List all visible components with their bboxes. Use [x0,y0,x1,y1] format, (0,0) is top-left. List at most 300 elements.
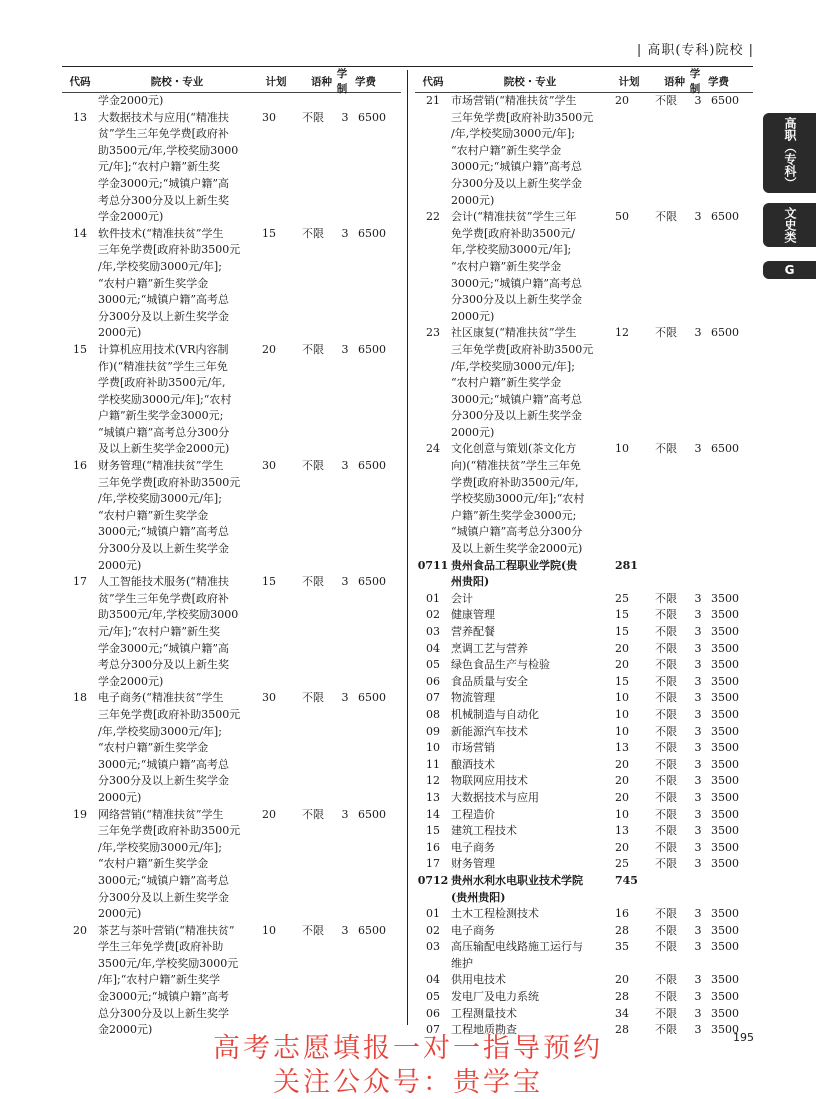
row-years: 3 [694,741,702,755]
row-name-line: 年,学校奖励3000元/年]; [451,243,572,257]
row-code: 22 [426,210,440,224]
row-name-line: 贵州水利水电职业技术学院 [451,873,583,887]
row-name [451,690,609,707]
row-name-line: 2000元) [98,790,142,804]
row-name [451,972,609,989]
row-plan: 20 [615,94,629,107]
row-code: 01 [426,907,440,921]
row-name-line: 大数据技术与应用(“精准扶 [98,110,229,124]
row-lang: 不限 [302,691,324,705]
row-name-line: 学金2000元) [98,674,164,688]
row-years: 3 [694,790,702,804]
row-name-line: 软件技术(“精准扶贫”学生 [98,226,224,240]
row-name-line: 土木工程检测技术 [451,907,539,921]
row-fee: 3500 [711,940,739,954]
row-name-line: “农村户籍”新生奖学金 [98,276,209,290]
row-name-line: 人工智能技术服务(“精准扶 [98,575,229,589]
row-code: 02 [426,923,440,937]
row-name-line: 分300分及以上新生奖学金 [98,309,229,323]
row-plan: 10 [615,442,629,456]
header-code: 代码 [69,75,91,88]
side-tab-liberal-arts[interactable] [763,203,816,247]
row-name-line: 学金3000元;“城镇户籍”高 [98,641,229,655]
header-name: 院校・专业 [150,75,204,88]
row-plan: 13 [615,741,629,755]
row-plan: 10 [615,807,629,821]
row-name-line: 金3000元;“城镇户籍”高考 [98,990,229,1004]
row-plan: 30 [262,691,276,705]
row-years [691,558,705,591]
row-years: 3 [694,625,702,638]
table-header-left [62,70,401,93]
row-name-line: /年,学校奖励3000元/年]; [98,840,222,854]
row-name [451,641,609,658]
column-divider [407,70,408,1025]
row-name [451,325,609,441]
row-years: 3 [341,110,349,124]
row-years: 3 [694,691,702,705]
row-name-line: /年,学校奖励3000元/年]; [98,724,222,738]
row-plan: 20 [615,757,629,771]
row-name-line: 分300分及以上新生奖学金 [98,542,229,556]
row-fee: 3500 [711,824,739,838]
row-name-line: 助3500元/年,学校奖励3000 [98,143,239,157]
row-lang: 不限 [655,857,677,871]
row-name-line: 及以上新生奖学金2000元) [98,442,230,456]
row-name-line: 新能源汽车技术 [451,724,528,738]
row-plan: 20 [615,641,629,655]
header-plan: 计划 [618,75,640,88]
table-row [415,209,753,325]
row-name-line: /年,学校奖励3000元/年]; [98,259,222,273]
row-fee: 3500 [711,790,739,804]
row-code: 21 [426,94,440,107]
row-name [451,209,609,325]
row-name [451,873,609,906]
row-name-line: 网络营销(“精准扶贫”学生 [98,807,224,821]
row-lang: 不限 [655,1006,677,1020]
row-fee: 3500 [711,724,739,738]
row-plan: 15 [615,674,629,688]
row-name-line: 元/年];“农村户籍”新生奖 [98,625,220,638]
row-code: 16 [73,459,87,473]
row-name-line: 分300分及以上新生奖学金 [451,176,582,190]
row-years: 3 [694,840,702,854]
row-name [98,458,256,574]
table-row [62,574,401,690]
row-years: 3 [694,724,702,738]
row-name [451,674,609,691]
row-plan: 10 [615,724,629,738]
row-name [451,923,609,940]
row-name-line: 食品质量与安全 [451,674,528,688]
row-plan: 10 [615,707,629,721]
watermark-line-2: 关注公众号：贵学宝 [273,1067,543,1098]
row-lang: 不限 [655,973,677,987]
row-code: 14 [73,226,87,240]
table-row [415,325,753,441]
row-code: 04 [426,973,440,987]
table-row [415,657,753,674]
row-name-line: 3500元/年,学校奖励3000元 [98,956,239,970]
row-name-line: 三年免学费[政府补助3500元 [98,707,241,721]
table-row [62,226,401,342]
row-plan: 15 [262,575,276,589]
row-plan: 281 [615,558,638,572]
table-row [415,989,753,1006]
row-name-line: 分300分及以上新生奖学金 [98,890,229,904]
row-name-line: 物联网应用技术 [451,774,528,788]
row-name-line: 贵州食品工程职业学院(贵 [451,558,578,572]
table-row [415,972,753,989]
row-fee: 3500 [711,741,739,755]
table-row [415,1006,753,1023]
row-name-line: 工程造价 [451,807,495,821]
row-code: 11 [426,757,440,771]
row-years: 3 [694,824,702,838]
row-lang: 不限 [302,110,324,124]
table-row [415,607,753,624]
row-name-line: 考总分300分及以上新生奖 [98,193,229,207]
row-name-line: 3000元;“城镇户籍”高考总 [98,757,229,771]
row-fee: 6500 [711,442,739,456]
header-years: 学制 [689,68,701,95]
row-plan: 12 [615,326,629,340]
row-name-line: 营养配餐 [451,625,495,638]
row-years: 3 [694,990,702,1004]
row-lang: 不限 [655,741,677,755]
row-name [451,441,609,557]
row-code: 16 [426,840,440,854]
school-row [415,558,753,591]
row-name [451,757,609,774]
row-code: 02 [426,608,440,622]
row-name-line: 州贵阳) [451,575,490,589]
row-lang [655,873,691,906]
school-row [415,873,753,906]
row-fee: 3500 [711,973,739,987]
row-fee: 3500 [711,807,739,821]
row-code: 24 [426,442,440,456]
row-name-line: 3000元;“城镇户籍”高考总 [451,276,582,290]
row-name-line: /年,学校奖励3000元/年]; [451,127,575,141]
row-lang: 不限 [655,940,677,954]
row-code: 13 [73,110,87,124]
table-row [415,690,753,707]
table-row [415,856,753,873]
row-code: 05 [426,658,440,672]
row-code: 03 [426,625,440,638]
row-fee: 3500 [711,1023,739,1037]
row-name-line: 2000元) [451,425,495,439]
table-header-right [415,70,753,93]
row-years: 3 [694,641,702,655]
row-plan: 745 [615,873,638,887]
row-lang: 不限 [655,923,677,937]
row-plan: 20 [615,973,629,987]
row-fee: 3500 [711,658,739,672]
row-lang: 不限 [655,442,677,456]
row-name-line: 元/年];“农村户籍”新生奖 [98,160,220,174]
row-lang: 不限 [655,907,677,921]
row-name-line: /年,学校奖励3000元/年]; [451,359,575,373]
row-plan: 50 [615,210,629,224]
row-code: 0711 [417,558,449,572]
row-plan: 16 [615,907,629,921]
row-plan: 30 [262,459,276,473]
row-years: 3 [694,1006,702,1020]
row-name-line: 2000元) [451,309,495,323]
row-years: 3 [694,326,702,340]
row-name [451,93,609,209]
side-tab-g-label: G [784,262,795,277]
row-plan: 20 [262,342,276,356]
table-row [415,93,753,209]
row-years: 3 [341,691,349,705]
row-fee: 6500 [358,575,386,589]
table-row [415,906,753,923]
row-plan: 30 [262,110,276,124]
row-name-line: 会计 [451,591,473,605]
row-years: 3 [694,707,702,721]
row-name-line: 工程测量技术 [451,1006,517,1020]
row-fee: 6500 [358,459,386,473]
row-name [451,591,609,608]
side-tab-vocational[interactable] [763,113,816,193]
row-name-line: “农村户籍”新生奖学金 [451,259,562,273]
row-lang: 不限 [655,608,677,622]
row-name-line: 3000元;“城镇户籍”高考总 [451,392,582,406]
table-row [62,342,401,458]
row-code: 06 [426,674,440,688]
row-name-line: 分300分及以上新生奖学金 [451,293,582,307]
row-name-line: 三年免学费[政府补助3500元 [98,824,241,838]
row-name-line: 电子商务(“精准扶贫”学生 [98,691,224,705]
row-name-line: 3000元;“城镇户籍”高考总 [98,525,229,539]
row-name-line: 学校奖励3000元/年];“农村 [451,492,585,506]
row-lang: 不限 [302,459,324,473]
row-plan: 20 [615,774,629,788]
row-name-line: 作)(“精准扶贫”学生三年免 [98,359,228,373]
header-fee: 学费 [355,75,376,88]
row-lang: 不限 [655,790,677,804]
row-plan [256,93,302,110]
row-years: 3 [694,591,702,605]
row-fee: 3500 [711,923,739,937]
row-fee: 6500 [358,923,386,937]
row-name [451,790,609,807]
row-name-line: 2000元) [98,326,142,340]
row-name [98,342,256,458]
row-fee: 3500 [711,774,739,788]
table-row [62,923,401,1039]
row-name-line: “农村户籍”新生奖学金 [451,376,562,390]
table-row [415,591,753,608]
row-name-line: 供用电技术 [451,973,506,987]
row-plan: 35 [615,940,629,954]
row-years [691,873,705,906]
row-code: 0712 [417,873,449,887]
row-plan: 20 [615,658,629,672]
row-lang: 不限 [655,641,677,655]
row-code: 15 [426,824,440,838]
header-years: 学制 [336,68,348,95]
row-lang: 不限 [302,807,324,821]
row-name-line: 工程地质勘查 [451,1023,517,1037]
row-lang: 不限 [655,1023,677,1037]
row-name-line: 电子商务 [451,840,495,854]
row-code: 09 [426,724,440,738]
row-fee [705,873,751,906]
row-fee: 3500 [711,608,739,622]
row-plan: 20 [262,807,276,821]
page-number: 195 [733,1031,754,1044]
row-fee: 6500 [358,691,386,705]
row-fee: 6500 [358,226,386,240]
row-years: 3 [341,459,349,473]
row-code: 12 [426,774,440,788]
table-row [415,724,753,741]
row-fee [705,558,751,591]
header-plan: 计划 [265,75,287,88]
row-years: 3 [694,94,702,107]
row-name-line: 学生三年免学费[政府补助 [98,940,224,954]
row-name [451,856,609,873]
row-name [451,724,609,741]
left-column [62,70,401,1039]
table-row [415,939,753,972]
row-name [451,823,609,840]
table-row [415,773,753,790]
row-code: 19 [73,807,87,821]
row-plan: 34 [615,1006,629,1020]
table-row [415,757,753,774]
row-fee: 6500 [711,326,739,340]
row-lang: 不限 [302,923,324,937]
row-fee: 3500 [711,641,739,655]
row-name-line: 烹调工艺与营养 [451,641,528,655]
row-years: 3 [694,857,702,871]
row-name [451,624,609,641]
row-lang: 不限 [655,94,677,107]
row-code: 04 [426,641,440,655]
table-row [62,690,401,806]
table-row [62,93,401,110]
row-code: 14 [426,807,440,821]
table-row [415,624,753,641]
row-name-line: “农村户籍”新生奖学金 [451,143,562,157]
row-code: 08 [426,707,440,721]
row-name-line: 茶艺与茶叶营销(“精准扶贫” [98,923,235,937]
row-years: 3 [694,674,702,688]
row-code: 13 [426,790,440,804]
row-lang: 不限 [302,575,324,589]
row-plan: 25 [615,591,629,605]
row-lang: 不限 [655,674,677,688]
row-name-line: 物流管理 [451,691,495,705]
row-plan: 10 [615,691,629,705]
row-plan: 15 [262,226,276,240]
header-lang: 语种 [311,75,332,88]
row-name-line: 计算机应用技术(VR内容制 [98,342,229,356]
row-name [451,906,609,923]
row-name-line: 财务管理 [451,857,495,871]
row-name [98,690,256,806]
row-years: 3 [694,973,702,987]
table-row [62,458,401,574]
row-lang: 不限 [655,591,677,605]
row-lang [302,93,338,110]
row-plan: 28 [615,1023,629,1037]
row-years: 3 [341,226,349,240]
row-years: 3 [694,907,702,921]
row-years: 3 [694,608,702,622]
row-plan: 15 [615,608,629,622]
row-name-line: 学金2000元) [98,94,164,107]
row-plan: 28 [615,923,629,937]
row-name-line: 2000元) [98,907,142,921]
row-fee: 6500 [358,110,386,124]
row-name-line: 2000元) [451,193,495,207]
row-name-line: 学校奖励3000元/年];“农村 [98,392,232,406]
row-name [451,607,609,624]
row-plan: 20 [615,840,629,854]
row-name [98,807,256,923]
row-lang: 不限 [302,342,324,356]
row-years: 3 [694,442,702,456]
row-fee: 3500 [711,625,739,638]
row-plan: 28 [615,990,629,1004]
side-tab-liberal-arts-label: 文史类 [783,207,797,243]
row-name-line: 酿酒技术 [451,757,495,771]
row-code: 17 [426,857,440,871]
table-row [415,641,753,658]
row-years: 3 [341,923,349,937]
row-name-line: 学费[政府补助3500元/年, [451,475,579,489]
side-tab-g[interactable] [763,261,816,279]
row-name-line: 健康管理 [451,608,495,622]
row-fee: 6500 [358,807,386,821]
row-fee: 6500 [711,94,739,107]
row-years: 3 [694,807,702,821]
row-name [451,773,609,790]
row-name [451,840,609,857]
row-code: 05 [426,990,440,1004]
table-row [415,807,753,824]
row-name [98,923,256,1039]
row-name-line: 三年免学费[政府补助3500元 [98,243,241,257]
row-name-line: 向)(“精准扶贫”学生三年免 [451,459,581,473]
row-name-line: 机械制造与自动化 [451,707,539,721]
row-name-line: 分300分及以上新生奖学金 [451,409,582,423]
row-lang [655,558,691,591]
row-lang: 不限 [655,210,677,224]
row-fee: 3500 [711,1006,739,1020]
row-name-line: 社区康复(“精准扶贫”学生 [451,326,577,340]
row-lang: 不限 [655,707,677,721]
row-plan: 15 [615,625,629,638]
table-row [415,674,753,691]
row-plan: 10 [262,923,276,937]
row-name [451,939,609,972]
row-years: 3 [694,1023,702,1037]
row-fee: 3500 [711,707,739,721]
row-code: 18 [73,691,87,705]
row-name-line: 2000元) [98,558,142,572]
row-lang: 不限 [655,807,677,821]
row-name-line: 会计(“精准扶贫”学生三年 [451,210,577,224]
row-name-line: /年];“农村户籍”新生奖学 [98,973,220,987]
